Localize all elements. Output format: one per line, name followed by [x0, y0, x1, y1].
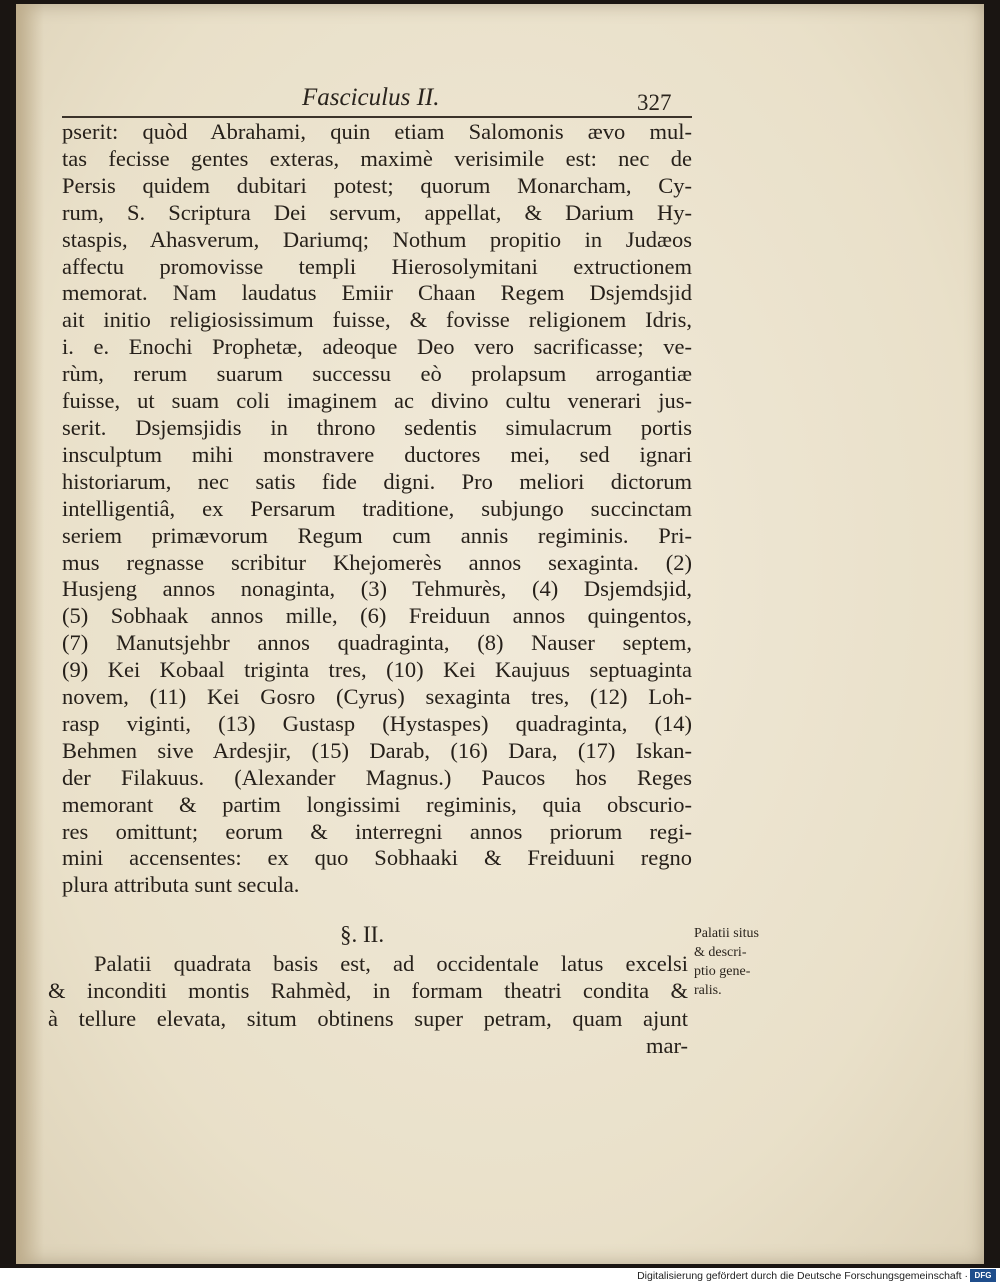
text-line: (7) Manutsjehbr annos quadraginta, (8) Nauser septem, — [62, 630, 692, 656]
marginal-note-line: & descri- — [694, 945, 747, 960]
marginal-note-line: ptio gene- — [694, 964, 751, 979]
text-line: memorat. Nam laudatus Emiir Chaan Regem Dsjemdsjid — [62, 280, 692, 306]
text-line: der Filakuus. (Alexander Magnus.) Paucos hos Reges — [62, 764, 692, 790]
text-line: res omittunt; eorum & interregni annos priorum regi- — [62, 818, 692, 844]
text-line: Persis quidem dubitari potest; quorum Monarcham, Cy- — [62, 172, 692, 198]
text-line: rum, S. Scriptura Dei servum, appellat, & Darium Hy- — [62, 199, 692, 225]
text-line: intelligentiâ, ex Persarum traditione, subjungo succinctam — [62, 495, 692, 521]
running-head-title: Fasciculus II. — [302, 84, 440, 111]
section-paragraph — [48, 950, 688, 1059]
text-line: insculptum mihi monstravere ductores mei, sed ignari — [62, 441, 692, 467]
text-line: Behmen sive Ardesjir, (15) Darab, (16) Dara, (17) Iskan- — [62, 737, 692, 763]
text-line: rùm, rerum suarum successu eò prolapsum arrogantiæ — [62, 361, 692, 387]
catchword: mar- — [645, 1032, 688, 1058]
text-line: (9) Kei Kobaal triginta tres, (10) Kei Kaujuus septuaginta — [62, 657, 692, 683]
marginal-note-line: Palatii situs — [694, 926, 759, 941]
text-line: memorant & partim longissimi regiminis, quia obscurio- — [62, 791, 692, 817]
text-line: novem, (11) Kei Gosro (Cyrus) sexaginta tres, (12) Loh- — [62, 684, 692, 710]
text-line: mus regnasse scribitur Khejomerès annos sexaginta. (2) — [62, 549, 692, 575]
text-line: pserit: quòd Abrahami, quin etiam Salomonis ævo mul- — [62, 119, 692, 144]
text-line: plura attributa sunt secula. — [62, 872, 300, 898]
text-line: affectu promovisse templi Hierosolymitani extructionem — [62, 253, 692, 279]
footer-bar — [0, 1268, 1000, 1285]
text-line: Palatii quadrata basis est, ad occidentale latus excelsi — [94, 951, 688, 976]
text-line: ait initio religiosissimum fuisse, & fovisse religionem Idris, — [62, 307, 692, 333]
section-heading: §. II. — [340, 922, 385, 947]
dfg-logo[interactable]: DFG — [970, 1269, 996, 1282]
text-line: serit. Dsjemsjidis in throno sedentis simulacrum portis — [62, 414, 692, 440]
marginal-note — [694, 924, 784, 1000]
text-line: rasp viginti, (13) Gustasp (Hystaspes) quadraginta, (14) — [62, 710, 692, 736]
text-line: seriem primævorum Regum cum annis regiminis. Pri- — [62, 522, 692, 548]
text-line: fuisse, ut suam coli imaginem ac divino cultu venerari jus- — [62, 388, 692, 414]
text-line: (5) Sobhaak annos mille, (6) Freiduun annos quingentos, — [62, 603, 692, 629]
page-number: 327 — [637, 90, 672, 115]
text-line: & inconditi montis Rahmèd, in formam theatri condita & — [48, 978, 688, 1004]
text-line: mini accensentes: ex quo Sobhaaki & Freiduuni regno — [62, 845, 692, 871]
main-paragraph — [62, 119, 692, 899]
marginal-note-line: ralis. — [694, 983, 722, 998]
text-line: Husjeng annos nonaginta, (3) Tehmurès, (4) Dsjemdsjid, — [62, 576, 692, 602]
text-line: tas fecisse gentes exteras, maximè verisimile est: nec de — [62, 145, 692, 171]
header-rule — [62, 116, 692, 118]
text-line: à tellure elevata, situm obtinens super petram, quam ajunt — [48, 1005, 688, 1031]
page-gutter-shadow — [16, 4, 44, 1264]
running-head — [62, 82, 702, 122]
text-line: i. e. Enochi Prophetæ, adeoque Deo vero sacrificasse; ve- — [62, 334, 692, 360]
text-line: staspis, Ahasverum, Dariumq; Nothum propitio in Judæos — [62, 226, 692, 252]
text-line: historiarum, nec satis fide digni. Pro meliori dictorum — [62, 468, 692, 494]
funding-credit: Digitalisierung gefördert durch die Deutsche Forschungsgemeinschaft · — [637, 1270, 968, 1282]
